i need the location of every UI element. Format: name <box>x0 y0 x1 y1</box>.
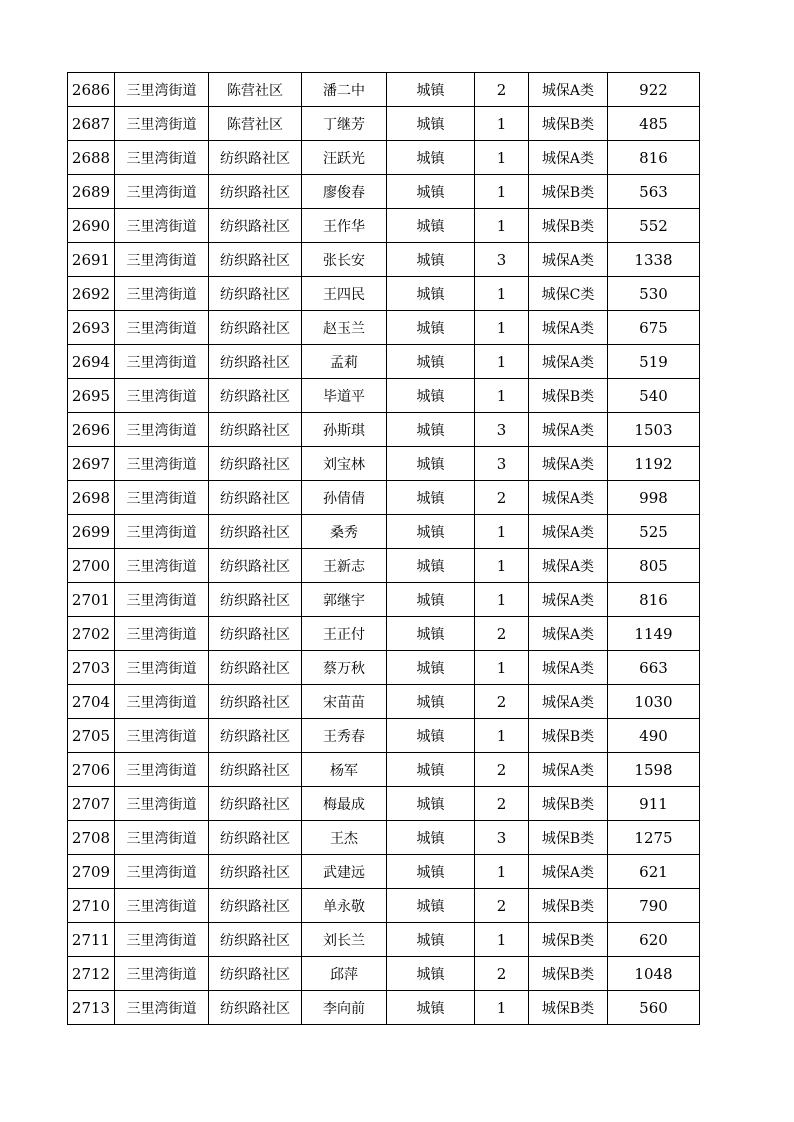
table-row <box>68 141 700 175</box>
cell-row-number: 2705 <box>68 719 115 753</box>
cell-person-name: 李向前 <box>302 991 387 1025</box>
cell-amount: 540 <box>608 379 700 413</box>
cell-household-count: 1 <box>475 923 529 957</box>
cell-insurance-category: 城保B类 <box>529 889 608 923</box>
table-row <box>68 311 700 345</box>
cell-row-number: 2693 <box>68 311 115 345</box>
table-row <box>68 107 700 141</box>
cell-person-name: 张长安 <box>302 243 387 277</box>
cell-household-count: 1 <box>475 345 529 379</box>
cell-person-name: 郭继宇 <box>302 583 387 617</box>
cell-household-count: 1 <box>475 549 529 583</box>
table-row <box>68 889 700 923</box>
cell-person-name: 廖俊春 <box>302 175 387 209</box>
cell-person-name: 桑秀 <box>302 515 387 549</box>
cell-amount: 1598 <box>608 753 700 787</box>
cell-person-name: 孙倩倩 <box>302 481 387 515</box>
cell-area-type: 城镇 <box>387 855 475 889</box>
cell-household-count: 1 <box>475 855 529 889</box>
cell-subdistrict: 三里湾街道 <box>115 515 209 549</box>
cell-subdistrict: 三里湾街道 <box>115 379 209 413</box>
cell-community: 纺织路社区 <box>209 447 302 481</box>
cell-insurance-category: 城保A类 <box>529 549 608 583</box>
cell-area-type: 城镇 <box>387 73 475 107</box>
cell-community: 纺织路社区 <box>209 685 302 719</box>
cell-subdistrict: 三里湾街道 <box>115 413 209 447</box>
cell-household-count: 2 <box>475 73 529 107</box>
cell-household-count: 1 <box>475 141 529 175</box>
cell-household-count: 2 <box>475 787 529 821</box>
cell-subdistrict: 三里湾街道 <box>115 549 209 583</box>
cell-subdistrict: 三里湾街道 <box>115 447 209 481</box>
cell-household-count: 1 <box>475 379 529 413</box>
cell-household-count: 1 <box>475 651 529 685</box>
cell-subdistrict: 三里湾街道 <box>115 753 209 787</box>
cell-community: 纺织路社区 <box>209 957 302 991</box>
cell-household-count: 2 <box>475 753 529 787</box>
cell-amount: 1149 <box>608 617 700 651</box>
cell-community: 纺织路社区 <box>209 719 302 753</box>
cell-area-type: 城镇 <box>387 345 475 379</box>
cell-person-name: 毕道平 <box>302 379 387 413</box>
cell-household-count: 1 <box>475 719 529 753</box>
cell-person-name: 孙斯琪 <box>302 413 387 447</box>
cell-row-number: 2689 <box>68 175 115 209</box>
cell-area-type: 城镇 <box>387 685 475 719</box>
cell-area-type: 城镇 <box>387 719 475 753</box>
cell-row-number: 2698 <box>68 481 115 515</box>
cell-subdistrict: 三里湾街道 <box>115 787 209 821</box>
cell-household-count: 2 <box>475 481 529 515</box>
table-row <box>68 413 700 447</box>
cell-area-type: 城镇 <box>387 991 475 1025</box>
cell-amount: 675 <box>608 311 700 345</box>
cell-area-type: 城镇 <box>387 583 475 617</box>
cell-subdistrict: 三里湾街道 <box>115 73 209 107</box>
cell-person-name: 丁继芳 <box>302 107 387 141</box>
cell-insurance-category: 城保A类 <box>529 141 608 175</box>
cell-insurance-category: 城保A类 <box>529 651 608 685</box>
cell-household-count: 1 <box>475 515 529 549</box>
table-row <box>68 651 700 685</box>
cell-area-type: 城镇 <box>387 107 475 141</box>
cell-area-type: 城镇 <box>387 515 475 549</box>
cell-household-count: 1 <box>475 175 529 209</box>
cell-row-number: 2688 <box>68 141 115 175</box>
cell-household-count: 3 <box>475 243 529 277</box>
table-row <box>68 243 700 277</box>
cell-community: 纺织路社区 <box>209 889 302 923</box>
cell-row-number: 2699 <box>68 515 115 549</box>
cell-community: 纺织路社区 <box>209 209 302 243</box>
cell-amount: 911 <box>608 787 700 821</box>
cell-area-type: 城镇 <box>387 821 475 855</box>
cell-row-number: 2703 <box>68 651 115 685</box>
cell-insurance-category: 城保A类 <box>529 617 608 651</box>
cell-insurance-category: 城保B类 <box>529 787 608 821</box>
cell-insurance-category: 城保A类 <box>529 685 608 719</box>
table-row <box>68 515 700 549</box>
table-row <box>68 583 700 617</box>
cell-row-number: 2707 <box>68 787 115 821</box>
cell-amount: 816 <box>608 583 700 617</box>
cell-row-number: 2700 <box>68 549 115 583</box>
cell-community: 纺织路社区 <box>209 855 302 889</box>
cell-community: 纺织路社区 <box>209 787 302 821</box>
records-table <box>67 72 700 1025</box>
cell-insurance-category: 城保B类 <box>529 107 608 141</box>
cell-area-type: 城镇 <box>387 753 475 787</box>
records-table-body <box>68 73 700 1025</box>
cell-insurance-category: 城保B类 <box>529 175 608 209</box>
cell-community: 纺织路社区 <box>209 345 302 379</box>
cell-insurance-category: 城保A类 <box>529 73 608 107</box>
cell-community: 纺织路社区 <box>209 923 302 957</box>
cell-person-name: 蔡万秋 <box>302 651 387 685</box>
cell-subdistrict: 三里湾街道 <box>115 243 209 277</box>
cell-person-name: 潘二中 <box>302 73 387 107</box>
cell-subdistrict: 三里湾街道 <box>115 277 209 311</box>
cell-row-number: 2704 <box>68 685 115 719</box>
cell-insurance-category: 城保A类 <box>529 413 608 447</box>
cell-area-type: 城镇 <box>387 889 475 923</box>
cell-person-name: 王秀春 <box>302 719 387 753</box>
cell-area-type: 城镇 <box>387 787 475 821</box>
cell-row-number: 2702 <box>68 617 115 651</box>
cell-area-type: 城镇 <box>387 413 475 447</box>
cell-subdistrict: 三里湾街道 <box>115 175 209 209</box>
table-row <box>68 617 700 651</box>
cell-area-type: 城镇 <box>387 481 475 515</box>
cell-insurance-category: 城保B类 <box>529 923 608 957</box>
cell-household-count: 3 <box>475 413 529 447</box>
cell-amount: 922 <box>608 73 700 107</box>
cell-insurance-category: 城保B类 <box>529 957 608 991</box>
cell-community: 纺织路社区 <box>209 141 302 175</box>
cell-community: 陈营社区 <box>209 107 302 141</box>
cell-row-number: 2696 <box>68 413 115 447</box>
cell-amount: 621 <box>608 855 700 889</box>
cell-household-count: 1 <box>475 991 529 1025</box>
cell-row-number: 2687 <box>68 107 115 141</box>
cell-subdistrict: 三里湾街道 <box>115 957 209 991</box>
cell-area-type: 城镇 <box>387 141 475 175</box>
cell-community: 纺织路社区 <box>209 413 302 447</box>
cell-amount: 1192 <box>608 447 700 481</box>
cell-insurance-category: 城保B类 <box>529 821 608 855</box>
cell-area-type: 城镇 <box>387 651 475 685</box>
cell-amount: 552 <box>608 209 700 243</box>
table-row <box>68 549 700 583</box>
table-row <box>68 73 700 107</box>
cell-subdistrict: 三里湾街道 <box>115 719 209 753</box>
cell-subdistrict: 三里湾街道 <box>115 141 209 175</box>
cell-person-name: 单永敬 <box>302 889 387 923</box>
cell-row-number: 2691 <box>68 243 115 277</box>
cell-amount: 1503 <box>608 413 700 447</box>
cell-area-type: 城镇 <box>387 243 475 277</box>
table-row <box>68 821 700 855</box>
cell-household-count: 2 <box>475 889 529 923</box>
cell-community: 纺织路社区 <box>209 753 302 787</box>
cell-subdistrict: 三里湾街道 <box>115 685 209 719</box>
cell-community: 纺织路社区 <box>209 515 302 549</box>
cell-person-name: 王杰 <box>302 821 387 855</box>
cell-subdistrict: 三里湾街道 <box>115 821 209 855</box>
cell-row-number: 2697 <box>68 447 115 481</box>
cell-household-count: 2 <box>475 957 529 991</box>
cell-subdistrict: 三里湾街道 <box>115 583 209 617</box>
cell-amount: 1275 <box>608 821 700 855</box>
cell-area-type: 城镇 <box>387 209 475 243</box>
cell-person-name: 邱萍 <box>302 957 387 991</box>
cell-row-number: 2694 <box>68 345 115 379</box>
cell-subdistrict: 三里湾街道 <box>115 617 209 651</box>
cell-subdistrict: 三里湾街道 <box>115 209 209 243</box>
cell-insurance-category: 城保B类 <box>529 991 608 1025</box>
cell-community: 陈营社区 <box>209 73 302 107</box>
cell-person-name: 汪跃光 <box>302 141 387 175</box>
cell-row-number: 2709 <box>68 855 115 889</box>
cell-row-number: 2692 <box>68 277 115 311</box>
cell-area-type: 城镇 <box>387 379 475 413</box>
cell-household-count: 1 <box>475 107 529 141</box>
cell-row-number: 2711 <box>68 923 115 957</box>
cell-row-number: 2708 <box>68 821 115 855</box>
cell-amount: 519 <box>608 345 700 379</box>
cell-household-count: 1 <box>475 277 529 311</box>
table-row <box>68 345 700 379</box>
cell-person-name: 王四民 <box>302 277 387 311</box>
cell-row-number: 2690 <box>68 209 115 243</box>
cell-row-number: 2713 <box>68 991 115 1025</box>
cell-area-type: 城镇 <box>387 311 475 345</box>
table-row <box>68 481 700 515</box>
cell-amount: 1338 <box>608 243 700 277</box>
cell-household-count: 1 <box>475 583 529 617</box>
cell-amount: 525 <box>608 515 700 549</box>
cell-amount: 620 <box>608 923 700 957</box>
cell-insurance-category: 城保A类 <box>529 753 608 787</box>
cell-amount: 790 <box>608 889 700 923</box>
table-row <box>68 175 700 209</box>
cell-subdistrict: 三里湾街道 <box>115 651 209 685</box>
cell-insurance-category: 城保B类 <box>529 379 608 413</box>
cell-row-number: 2701 <box>68 583 115 617</box>
cell-community: 纺织路社区 <box>209 583 302 617</box>
cell-insurance-category: 城保A类 <box>529 583 608 617</box>
cell-subdistrict: 三里湾街道 <box>115 923 209 957</box>
cell-insurance-category: 城保B类 <box>529 719 608 753</box>
cell-insurance-category: 城保A类 <box>529 345 608 379</box>
cell-amount: 560 <box>608 991 700 1025</box>
cell-insurance-category: 城保B类 <box>529 209 608 243</box>
table-row <box>68 957 700 991</box>
cell-community: 纺织路社区 <box>209 821 302 855</box>
cell-amount: 1030 <box>608 685 700 719</box>
table-row <box>68 685 700 719</box>
cell-amount: 805 <box>608 549 700 583</box>
cell-subdistrict: 三里湾街道 <box>115 889 209 923</box>
cell-subdistrict: 三里湾街道 <box>115 481 209 515</box>
table-row <box>68 209 700 243</box>
cell-person-name: 王正付 <box>302 617 387 651</box>
cell-household-count: 1 <box>475 311 529 345</box>
table-row <box>68 447 700 481</box>
cell-household-count: 2 <box>475 617 529 651</box>
cell-row-number: 2686 <box>68 73 115 107</box>
table-row <box>68 277 700 311</box>
cell-community: 纺织路社区 <box>209 991 302 1025</box>
cell-community: 纺织路社区 <box>209 311 302 345</box>
cell-household-count: 1 <box>475 209 529 243</box>
cell-person-name: 宋苗苗 <box>302 685 387 719</box>
cell-row-number: 2695 <box>68 379 115 413</box>
cell-person-name: 武建远 <box>302 855 387 889</box>
table-row <box>68 379 700 413</box>
cell-person-name: 梅最成 <box>302 787 387 821</box>
cell-person-name: 刘宝林 <box>302 447 387 481</box>
cell-amount: 1048 <box>608 957 700 991</box>
cell-insurance-category: 城保C类 <box>529 277 608 311</box>
cell-community: 纺织路社区 <box>209 617 302 651</box>
table-row <box>68 753 700 787</box>
cell-person-name: 王新志 <box>302 549 387 583</box>
cell-subdistrict: 三里湾街道 <box>115 311 209 345</box>
cell-insurance-category: 城保A类 <box>529 311 608 345</box>
cell-area-type: 城镇 <box>387 923 475 957</box>
table-row <box>68 787 700 821</box>
cell-row-number: 2712 <box>68 957 115 991</box>
cell-household-count: 3 <box>475 821 529 855</box>
cell-area-type: 城镇 <box>387 277 475 311</box>
cell-insurance-category: 城保A类 <box>529 515 608 549</box>
cell-amount: 530 <box>608 277 700 311</box>
cell-household-count: 2 <box>475 685 529 719</box>
cell-amount: 490 <box>608 719 700 753</box>
cell-community: 纺织路社区 <box>209 175 302 209</box>
cell-area-type: 城镇 <box>387 617 475 651</box>
cell-row-number: 2706 <box>68 753 115 787</box>
cell-community: 纺织路社区 <box>209 243 302 277</box>
cell-amount: 816 <box>608 141 700 175</box>
cell-person-name: 杨军 <box>302 753 387 787</box>
cell-person-name: 王作华 <box>302 209 387 243</box>
cell-insurance-category: 城保A类 <box>529 447 608 481</box>
cell-insurance-category: 城保A类 <box>529 855 608 889</box>
cell-person-name: 孟莉 <box>302 345 387 379</box>
cell-subdistrict: 三里湾街道 <box>115 107 209 141</box>
cell-area-type: 城镇 <box>387 447 475 481</box>
cell-amount: 998 <box>608 481 700 515</box>
cell-amount: 485 <box>608 107 700 141</box>
cell-community: 纺织路社区 <box>209 277 302 311</box>
cell-amount: 563 <box>608 175 700 209</box>
cell-amount: 663 <box>608 651 700 685</box>
cell-area-type: 城镇 <box>387 549 475 583</box>
cell-area-type: 城镇 <box>387 957 475 991</box>
cell-row-number: 2710 <box>68 889 115 923</box>
cell-community: 纺织路社区 <box>209 651 302 685</box>
cell-community: 纺织路社区 <box>209 549 302 583</box>
table-row <box>68 923 700 957</box>
cell-insurance-category: 城保A类 <box>529 481 608 515</box>
cell-subdistrict: 三里湾街道 <box>115 991 209 1025</box>
table-row <box>68 991 700 1025</box>
cell-area-type: 城镇 <box>387 175 475 209</box>
table-row <box>68 719 700 753</box>
cell-person-name: 赵玉兰 <box>302 311 387 345</box>
cell-subdistrict: 三里湾街道 <box>115 855 209 889</box>
cell-community: 纺织路社区 <box>209 379 302 413</box>
table-row <box>68 855 700 889</box>
cell-household-count: 3 <box>475 447 529 481</box>
cell-person-name: 刘长兰 <box>302 923 387 957</box>
cell-community: 纺织路社区 <box>209 481 302 515</box>
cell-subdistrict: 三里湾街道 <box>115 345 209 379</box>
cell-insurance-category: 城保A类 <box>529 243 608 277</box>
